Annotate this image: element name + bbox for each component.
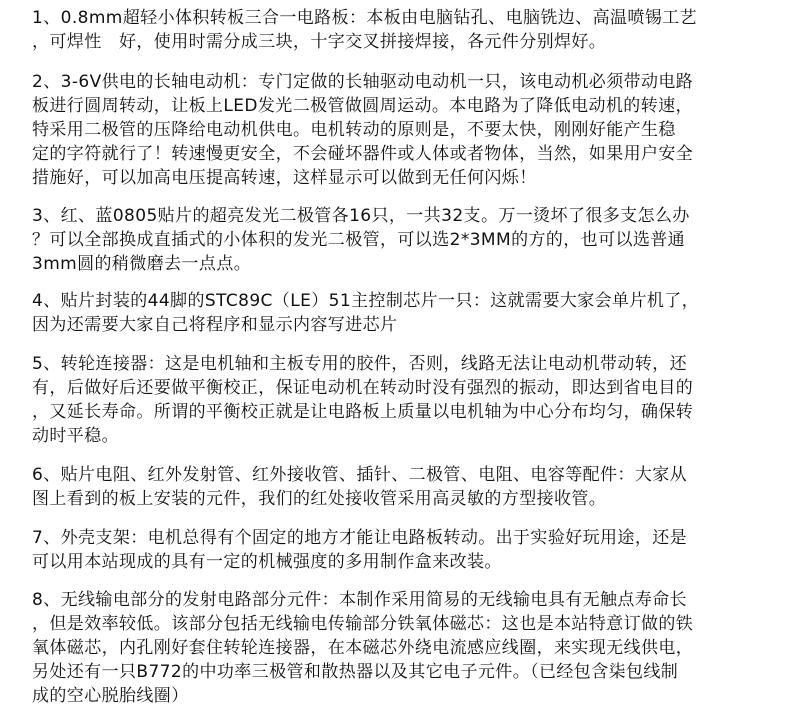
text-line: 1、0.8mm超轻小体积转板三合一电路板：本板由电脑钻孔、电脑铣边、高温喷锡工艺	[32, 8, 697, 28]
text-line: 动时平稳。	[32, 426, 119, 446]
paragraph-5	[32, 352, 780, 448]
text-line: ，又延长寿命。所谓的平衡校正就是让电路板上质量以电机轴为中心分布均匀，确保转	[32, 402, 694, 422]
paragraph-1	[32, 6, 780, 54]
text-line: ？可以全部换成直插式的小体积的发光二极管，可以选2*3MM的方的，也可以选普通	[32, 230, 686, 250]
text-line: 8、无线输电部分的发射电路部分元件：本制作采用简易的无线输电具有无触点寿命长	[32, 590, 688, 610]
text-line: ，但是效率较低。该部分包括无线输电传输部分铁氧体磁芯：这也是本站特意订做的铁	[32, 614, 694, 634]
text-line: 可以用本站现成的具有一定的机械强度的多用制作盒来改装。	[32, 552, 502, 572]
text-line: 3、红、蓝0805贴片的超亮发光二极管各16只，一共32支。万一烫坏了很多支怎么办	[32, 206, 690, 226]
text-line: 措施好，可以加高电压提高转速，这样显示可以做到无任何闪烁！	[32, 168, 537, 188]
paragraph-8	[32, 588, 780, 708]
text-line: 2、3-6V供电的长轴电动机：专门定做的长轴驱动电动机一只，该电动机必须带动电路	[32, 72, 694, 92]
text-line: 特采用二极管的压降给电动机供电。电机转动的原则是，不要太快，刚刚好能产生稳	[32, 120, 676, 140]
text-line: 图上看到的板上安装的元件，我们的红处接收管采用高灵敏的方型接收管。	[32, 489, 607, 509]
text-line: 因为还需要大家自己将程序和显示内容写进芯片	[32, 315, 398, 335]
paragraph-4	[32, 289, 780, 337]
text-line: 成的空心脱胎线圈）	[32, 686, 189, 706]
paragraph-3	[32, 204, 780, 276]
text-line: 6、贴片电阻、红外发射管、红外接收管、插针、二极管、电阻、电容等配件：大家从	[32, 465, 688, 485]
text-line: 氧体磁芯，内孔刚好套住转轮连接器，在本磁芯外绕电流感应线圈，来实现无线供电，	[32, 638, 694, 658]
text-line: 另处还有一只B772的中功率三极管和散热器以及其它电子元件。（已经包含柒包线制	[32, 662, 679, 682]
document-body	[32, 6, 780, 708]
text-line: 定的字符就行了！转速慢更安全，不会碰坏器件或人体或者物体，当然，如果用户安全	[32, 144, 694, 164]
paragraph-6	[32, 463, 780, 511]
text-line: 5、转轮连接器：这是电机轴和主板专用的胶件，否则，线路无法让电动机带动转，还	[32, 354, 688, 374]
text-line: 4、贴片封装的44脚的STC89C（LE）51主控制芯片一只：这就需要大家会单片机了，	[32, 291, 700, 311]
text-line: ，可焊性 好，使用时需分成三块，十字交叉拼接焊接，各元件分别焊好。	[32, 32, 607, 52]
text-line: 有，后做好后还要做平衡校正，保证电动机在转动时没有强烈的振动，即达到省电目的	[32, 378, 694, 398]
text-line: 7、外壳支架：电机总得有个固定的地方才能让电路板转动。出于实验好玩用途，还是	[32, 528, 688, 548]
paragraph-7	[32, 526, 780, 574]
paragraph-2	[32, 70, 780, 190]
text-line: 板进行圆周转动，让板上LED发光二极管做圆周运动。本电路为了降低电动机的转速，	[32, 96, 693, 116]
text-line: 3mm圆的稍微磨去一点点。	[32, 254, 252, 274]
